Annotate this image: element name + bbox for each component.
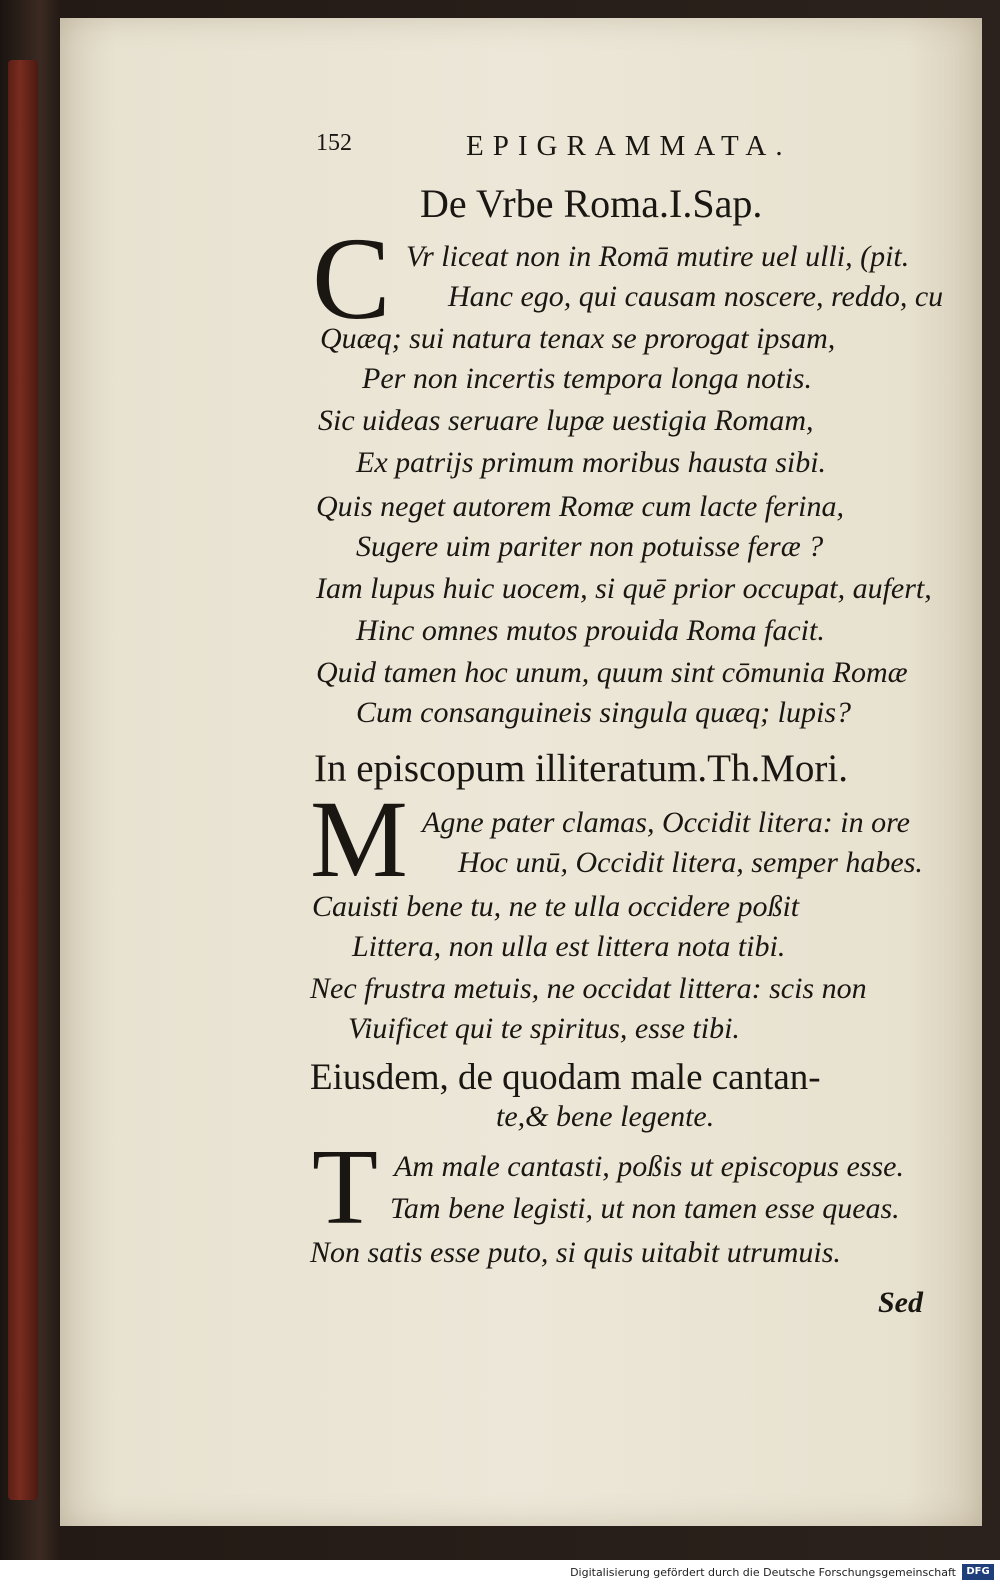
verse-line: Littera, non ulla est littera nota tibi. xyxy=(352,930,786,963)
verse-line: Agne pater clamas, Occidit litera: in ore xyxy=(422,806,910,839)
verse-line: Am male cantasti, poßis ut episcopus esse. xyxy=(394,1150,904,1183)
verse-line: Quis neget autorem Romæ cum lacte ferina, xyxy=(316,490,844,523)
verse-line: Quid tamen hoc unum, quum sint cōmunia Romæ xyxy=(316,656,908,689)
verse-line: Quæq; sui natura tenax se prorogat ipsam, xyxy=(320,322,836,355)
drop-capital: T xyxy=(312,1128,378,1247)
verse-line: Cum consanguineis singula quæq; lupis? xyxy=(356,696,852,729)
drop-capital: M xyxy=(310,778,408,900)
verse-line: Per non incertis tempora longa notis. xyxy=(362,362,812,395)
verse-line: Iam lupus huic uocem, si quē prior occupat, aufert, xyxy=(316,572,932,605)
verse-line: Non satis esse puto, si quis uitabit utrumuis. xyxy=(310,1236,841,1269)
page-header xyxy=(316,130,836,170)
book-cover-edge xyxy=(8,60,38,1500)
poem-title: De Vrbe Roma.I.Sap. xyxy=(420,181,763,226)
verse-line: Viuificet qui te spiritus, esse tibi. xyxy=(348,1012,740,1045)
verse-line: Tam bene legisti, ut non tamen esse queas. xyxy=(390,1192,900,1225)
catchword: Sed xyxy=(878,1286,923,1319)
digitization-credit: Digitalisierung gefördert durch die Deutsche Forschungsgemeinschaft xyxy=(570,1566,956,1579)
verse-line: Hanc ego, qui causam noscere, reddo, cu xyxy=(448,280,944,313)
dfg-logo: DFG xyxy=(962,1564,994,1580)
verse-line: Nec frustra metuis, ne occidat littera: scis non xyxy=(310,972,867,1005)
verse-line: Sic uideas seruare lupæ uestigia Romam, xyxy=(318,404,814,437)
verse-line: Cauisti bene tu, ne te ulla occidere poßit xyxy=(312,890,800,923)
verse-line: Hoc unū, Occidit litera, semper habes. xyxy=(458,846,923,879)
verse-line: Vr liceat non in Romā mutire uel ulli, (pit. xyxy=(406,240,910,273)
verse-line: Hinc omnes mutos prouida Roma facit. xyxy=(356,614,825,647)
verse-line: Sugere uim pariter non potuisse feræ ? xyxy=(356,530,824,563)
poem-title-continuation: te,& bene legente. xyxy=(496,1100,715,1133)
poem-title: In episcopum illiteratum.Th.Mori. xyxy=(314,747,848,790)
page-number: 152 xyxy=(316,130,352,156)
poem-title: Eiusdem, de quodam male cantan- xyxy=(310,1057,821,1098)
drop-capital: C xyxy=(312,213,391,344)
verse-line: Ex patrijs primum moribus hausta sibi. xyxy=(356,446,827,479)
running-head: EPIGRAMMATA. xyxy=(466,130,792,162)
